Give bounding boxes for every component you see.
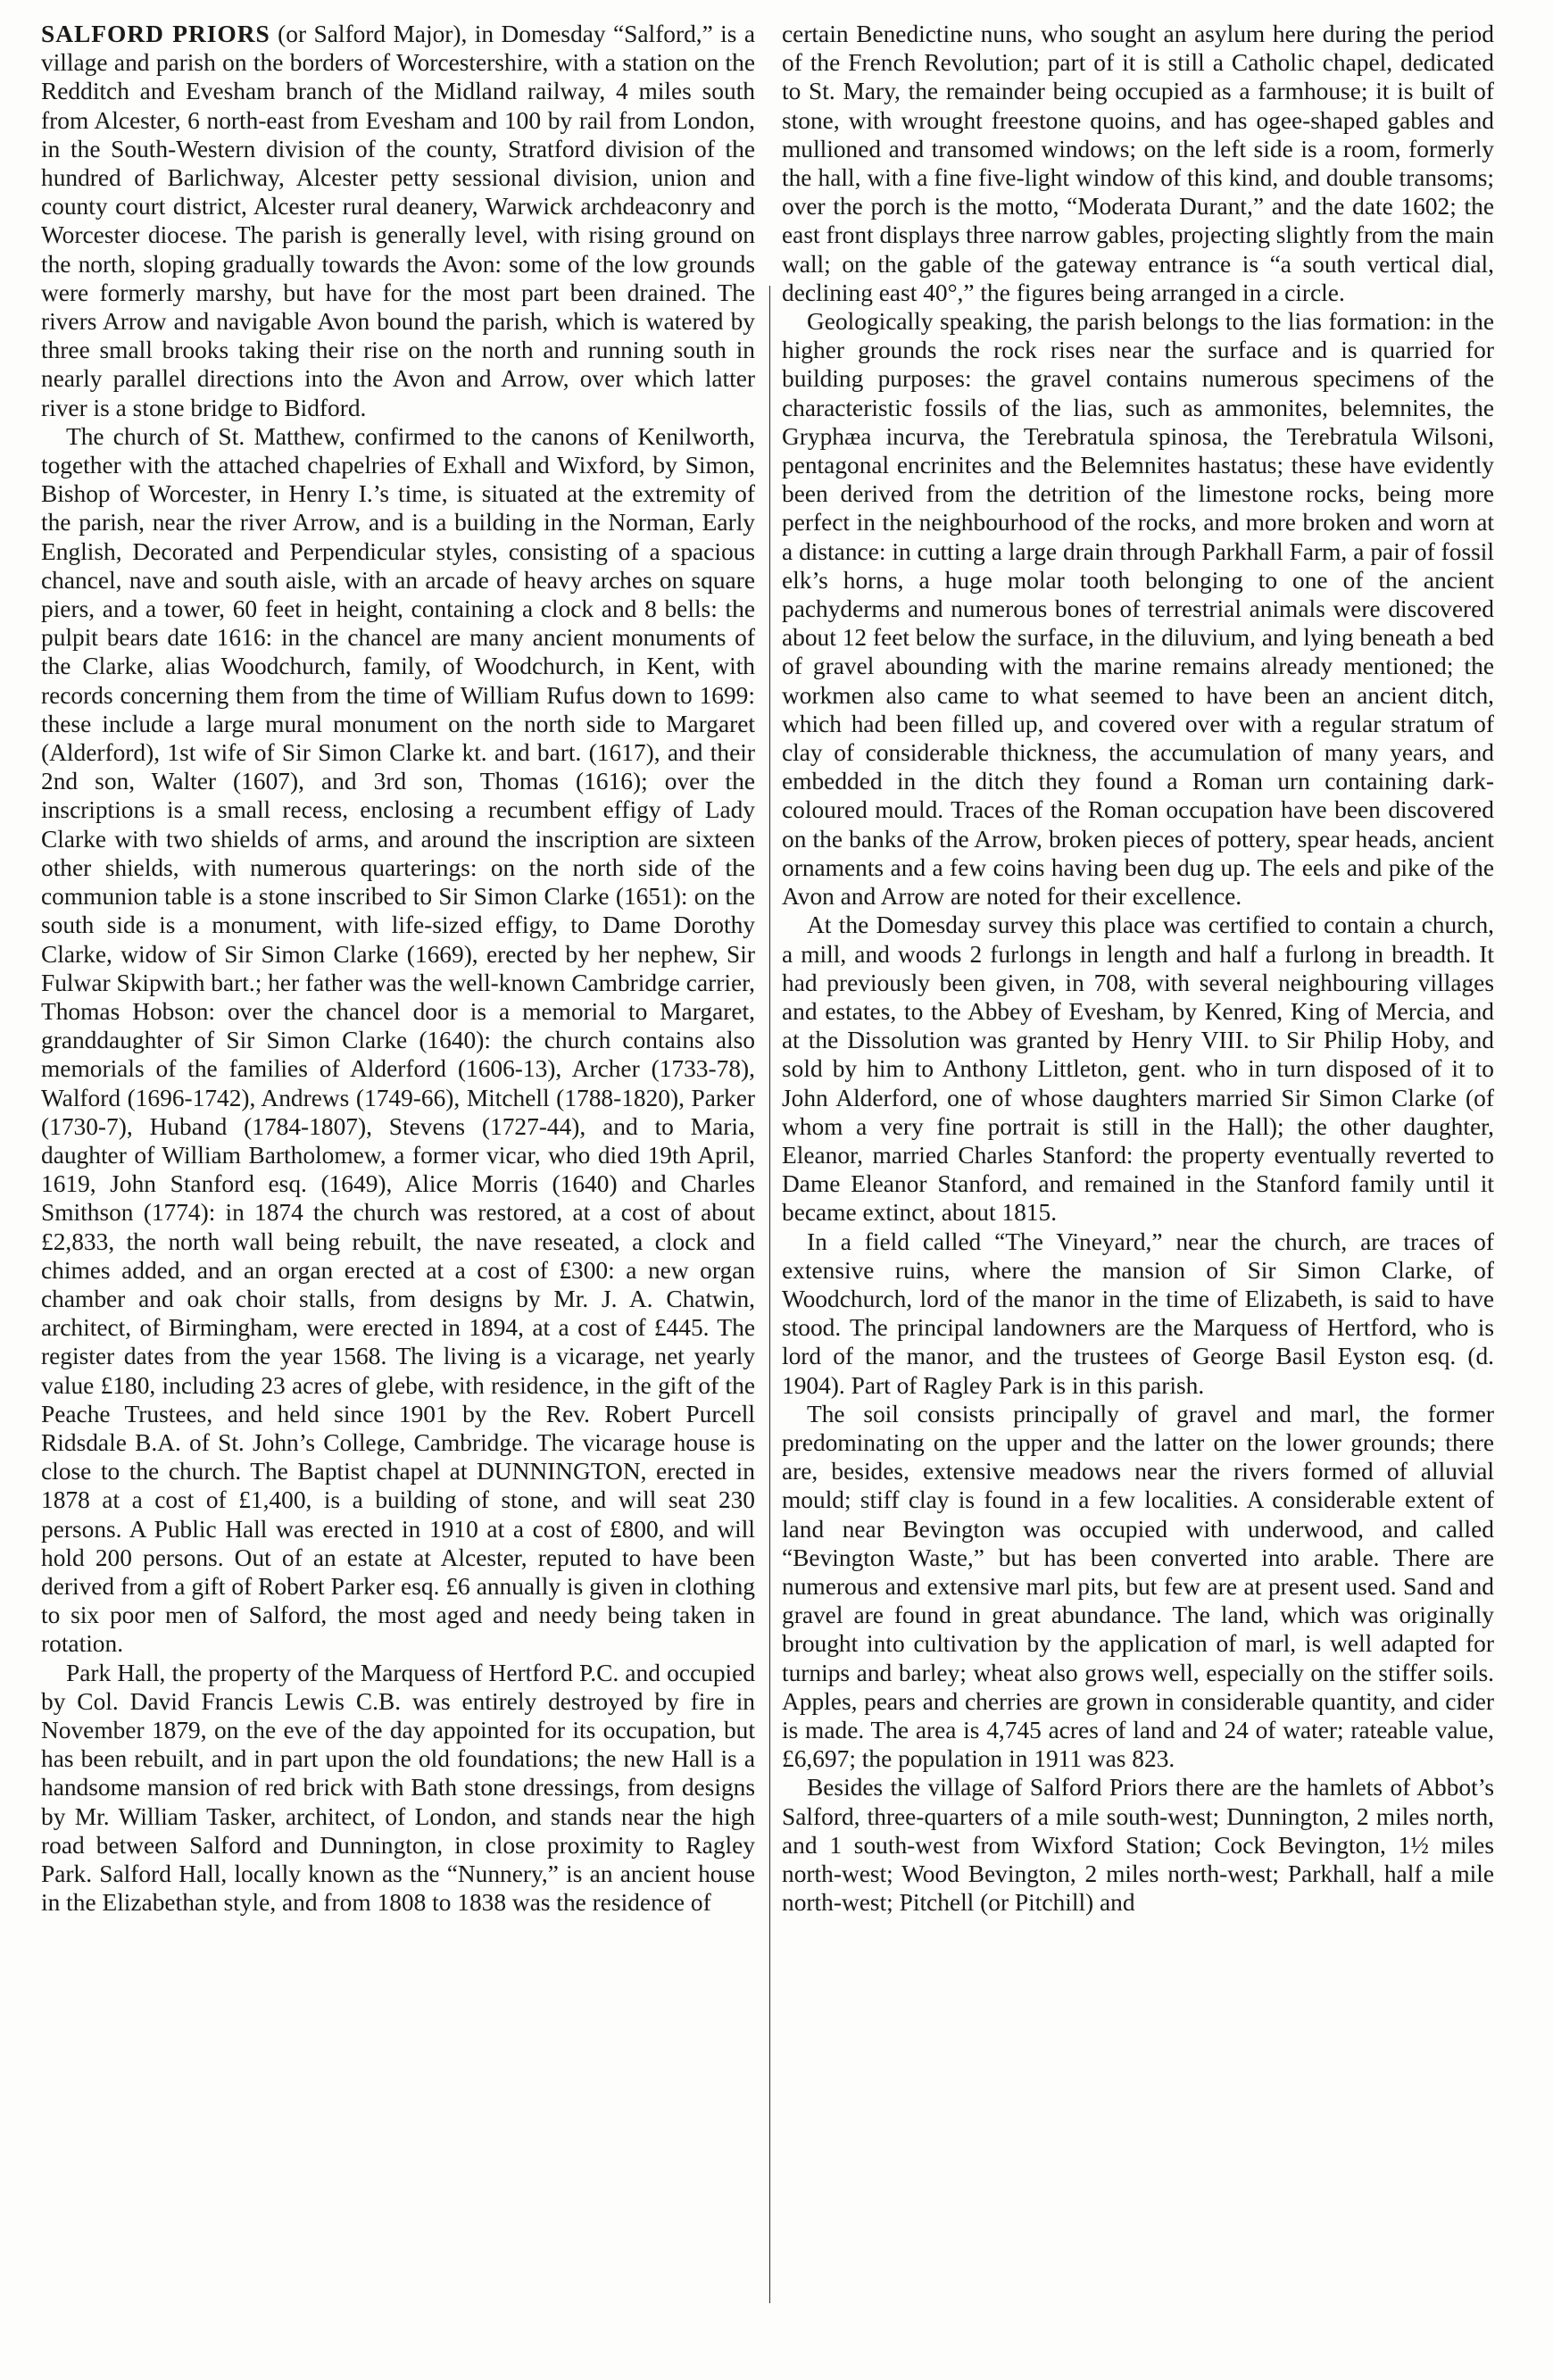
- paragraph-geology: Geologically speaking, the parish belongs to the lias formation: in the higher grounds the rock rises near the surface and is quarried for building purposes: the gravel contains numerous specimens of the characteristic fossils of the lias, such as ammonites, belemnites, the Gryphæa incurva, the Terebratula spinosa, the Terebratula Wilsoni, pentagonal encrinites and the Belemnites hastatus; these have evidently been derived from the detrition of the limestone rocks, being more perfect in the neighbourhood of the rocks, and more broken and worn at a distance: in cutting a large drain through Parkhall Farm, a pair of fossil elk’s horns, a huge molar tooth belonging to one of the ancient pachyderms and numerous bones of terrestrial animals were discovered about 12 feet below the surface, in the diluvium, and lying beneath a bed of gravel abounding with the marine remains already mentioned; the workmen also came to what seemed to have been an ancient ditch, which had been filled up, and covered over with a regular stratum of clay of considerable thickness, the accumulation of many years, and embedded in the ditch they found a Roman urn containing dark-coloured mould. Traces of the Roman occupation have been discovered on the banks of the Arrow, broken pieces of pottery, spear heads, ancient ornaments and a few coins having been dug up. The eels and pike of the Avon and Arrow are noted for their excellence.: [782, 308, 1494, 911]
- paragraph-church: The church of St. Matthew, confirmed to the canons of Kenilworth, together with the attached chapelries of Exhall and Wixford, by Simon, Bishop of Worcester, in Henry I.’s time, is situated at the extremity of the parish, near the river Arrow, and is a building in the Norman, Early English, Decorated and Perpendicular styles, consisting of a spacious chancel, nave and south aisle, with an arcade of heavy arches on square piers, and a tower, 60 feet in height, containing a clock and 8 bells: the pulpit bears date 1616: in the chancel are many ancient monuments of the Clarke, alias Woodchurch, family, of Woodchurch, in Kent, with records concerning them from the time of William Rufus down to 1699: these include a large mural monument on the north side to Margaret (Alderford), 1st wife of Sir Simon Clarke kt. and bart. (1617), and their 2nd son, Walter (1607), and 3rd son, Thomas (1616); over the inscriptions is a small recess, enclosing a recumbent effigy of Lady Clarke with two shields of arms, and around the inscription are sixteen other shields, with numerous quarterings: on the north side of the communion table is a stone inscribed to Sir Simon Clarke (1651): on the south side is a monument, with life-sized effigy, to Dame Dorothy Clarke, widow of Sir Simon Clarke (1669), erected by her nephew, Sir Fulwar Skipwith bart.; her father was the well-known Cambridge carrier, Thomas Hobson: over the chancel door is a memorial to Margaret, granddaughter of Sir Simon Clarke (1640): the church contains also memorials of the families of Alderford (1606-13), Archer (1733-78), Walford (1696-1742), Andrews (1749-66), Mitchell (1788-1820), Parker (1730-7), Huband (1784-1807), Stevens (1727-44), and to Maria, daughter of William Bartholomew, a former vicar, who died 19th April, 1619, John Stanford esq. (1649), Alice Morris (1640) and Charles Smithson (1774): in 1874 the church was restored, at a cost of about £2,833, the north wall being rebuilt, the nave reseated, a clock and chimes added, and an organ erected at a cost of £300: a new organ chamber and oak choir stalls, from designs by Mr. J. A. Chatwin, architect, of Birmingham, were erected in 1894, at a cost of £445. The register dates from the year 1568. The living is a vicarage, net yearly value £180, including 23 acres of glebe, with residence, in the gift of the Peache Trustees, and held since 1901 by the Rev. Robert Purcell Ridsdale B.A. of St. John’s College, Cambridge. The vicarage house is close to the church. The Baptist chapel at DUNNINGTON, erected in 1878 at a cost of £1,400, is a building of stone, and will seat 230 persons. A Public Hall was erected in 1910 at a cost of £800, and will hold 200 persons. Out of an estate at Alcester, reputed to have been derived from a gift of Robert Parker esq. £6 annually is given in clothing to six poor men of Salford, the most aged and needy being taken in rotation.: [41, 422, 755, 1658]
- paragraph-hamlets: Besides the village of Salford Priors there are the hamlets of Abbot’s Salford, three-quarters of a mile south-west; Dunnington, 2 miles north, and 1 south-west from Wixford Station; Cock Bevington, 1½ miles north-west; Wood Bevington, 2 miles north-west; Parkhall, half a mile north-west; Pitchell (or Pitchill) and: [782, 1774, 1494, 1917]
- entry-heading: SALFORD PRIORS: [41, 21, 270, 47]
- column-divider: [769, 286, 770, 2303]
- paragraph-soil: The soil consists principally of gravel and marl, the former predominating on the upper and the latter on the lower grounds; there are, besides, extensive meadows near the rivers formed of alluvial mould; stiff clay is found in a few localities. A considerable extent of land near Bevington was occupied with underwood, and called “Bevington Waste,” but has been converted into arable. There are numerous and extensive marl pits, but few are at present used. Sand and gravel are found in great abundance. The land, which was originally brought into cultivation by the application of marl, is well adapted for turnips and barley; wheat also grows well, especially on the stiffer soils. Apples, pears and cherries are grown in considerable quantity, and cider is made. The area is 4,745 acres of land and 24 of water; rateable value, £6,697; the population in 1911 was 823.: [782, 1400, 1494, 1773]
- paragraph-park-hall: Park Hall, the property of the Marquess of Hertford P.C. and occupied by Col. David Francis Lewis C.B. was entirely destroyed by fire in November 1879, on the eve of the day appointed for its occupation, but has been rebuilt, and in part upon the old foundations; the new Hall is a handsome mansion of red brick with Bath stone dressings, from designs by Mr. William Tasker, architect, of London, and stands near the high road between Salford and Dunnington, in close proximity to Ragley Park. Salford Hall, locally known as the “Nunnery,” is an ancient house in the Elizabethan style, and from 1808 to 1838 was the residence of: [41, 1659, 755, 1917]
- paragraph-vineyard: In a field called “The Vineyard,” near the church, are traces of extensive ruins, where the mansion of Sir Simon Clarke, of Woodchurch, lord of the manor in the time of Elizabeth, is said to have stood. The principal landowners are the Marquess of Hertford, who is lord of the manor, and the trustees of George Basil Eyston esq. (d. 1904). Part of Ragley Park is in this parish.: [782, 1227, 1494, 1399]
- left-column: [41, 20, 755, 1917]
- paragraph-intro: [41, 20, 755, 422]
- paragraph-domesday: At the Domesday survey this place was certified to contain a church, a mill, and woods 2 furlongs in length and half a furlong in breadth. It had previously been given, in 708, with several neighbouring villages and estates, to the Abbey of Evesham, by Kenred, King of Mercia, and at the Dissolution was granted by Henry VIII. to Sir Philip Hoby, and sold by him to Anthony Littleton, gent. who in turn disposed of it to John Alderford, one of whose daughters married Sir Simon Clarke (of whom a very fine portrait is still in the Hall); the other daughter, Eleanor, married Charles Stanford: the property eventually reverted to Dame Eleanor Stanford, and remained in the Stanford family until it became extinct, about 1815.: [782, 911, 1494, 1227]
- right-column: [782, 20, 1494, 1917]
- paragraph-salford-hall: certain Benedictine nuns, who sought an asylum here during the period of the French Revolution; part of it is still a Catholic chapel, dedicated to St. Mary, the remainder being occupied as a farmhouse; it is built of stone, with wrought freestone quoins, and has ogee-shaped gables and mullioned and transomed windows; on the left side is a room, formerly the hall, with a fine five-light window of this kind, and double transoms; over the porch is the motto, “Moderata Durant,” and the date 1602; the east front displays three narrow gables, projecting slightly from the main wall; on the gable of the gateway entrance is “a south vertical dial, declining east 40°,” the figures being arranged in a circle.: [782, 21, 1494, 306]
- intro-text: (or Salford Major), in Domesday “Salford,” is a village and parish on the borders of Worcestershire, with a station on the Redditch and Evesham branch of the Midland railway, 4 miles south from Alcester, 6 north-east from Evesham and 100 by rail from London, in the South-Western division of the county, Stratford division of the hundred of Barlichway, Alcester petty sessional division, union and county court district, Alcester rural deanery, Warwick archdeaconry and Worcester diocese. The parish is generally level, with rising ground on the north, sloping gradually towards the Avon: some of the low grounds were formerly marshy, but have for the most part been drained. The rivers Arrow and navigable Avon bound the parish, which is watered by three small brooks taking their rise on the north and running south in nearly parallel directions into the Avon and Arrow, over which latter river is a stone bridge to Bidford.: [41, 21, 755, 421]
